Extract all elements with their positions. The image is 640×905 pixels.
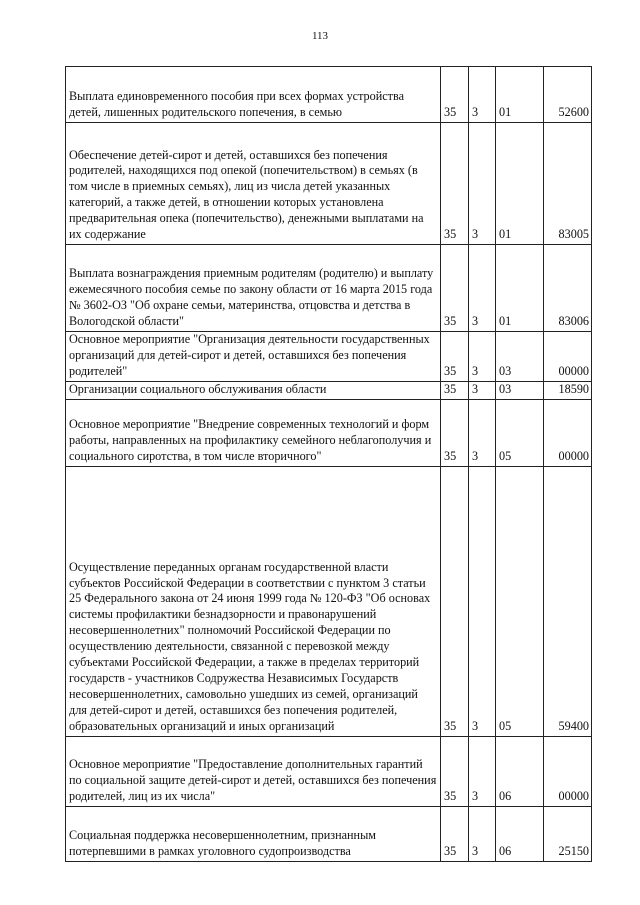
direction-code: 00000 xyxy=(544,399,592,466)
table-row xyxy=(66,736,592,806)
direction-code: 59400 xyxy=(544,466,592,736)
row-description: Основное мероприятие "Организация деятельности государственных организаций для детей-сирот и детей, оставшихся без попечения родителей" xyxy=(66,332,441,382)
row-description: Выплата вознаграждения приемным родителям (родителю) и выплату ежемесячного пособия семье по закону области от 16 марта 2015 года № 3602-ОЗ "Об охране семьи, материнства, отцовства и детства в Вологодской области" xyxy=(66,245,441,332)
table-row xyxy=(66,332,592,382)
subprogram-code: 3 xyxy=(469,466,496,736)
table-row xyxy=(66,466,592,736)
subprogram-code: 3 xyxy=(469,806,496,861)
table-row xyxy=(66,245,592,332)
program-code: 35 xyxy=(441,399,469,466)
activity-code: 03 xyxy=(496,332,544,382)
table-row xyxy=(66,399,592,466)
activity-code: 05 xyxy=(496,466,544,736)
program-code: 35 xyxy=(441,466,469,736)
row-description: Организации социального обслуживания области xyxy=(66,381,441,399)
subprogram-code: 3 xyxy=(469,332,496,382)
row-description: Основное мероприятие "Предоставление дополнительных гарантий по социальной защите детей-сирот и детей, оставшихся без попечения родителей, лиц из их числа" xyxy=(66,736,441,806)
program-code: 35 xyxy=(441,245,469,332)
table-row xyxy=(66,67,592,123)
direction-code: 52600 xyxy=(544,67,592,123)
subprogram-code: 3 xyxy=(469,399,496,466)
row-description: Обеспечение детей-сирот и детей, оставшихся без попечения родителей, находящихся под опекой (попечительством) в семьях (в том числе в приемных семьях), лиц из числа детей указанных категорий, а также детей, в отношении которых установлена предварительная опека (попечительство), денежными выплатами на их содержание xyxy=(66,123,441,245)
activity-code: 01 xyxy=(496,67,544,123)
program-code: 35 xyxy=(441,806,469,861)
direction-code: 25150 xyxy=(544,806,592,861)
row-description: Основное мероприятие "Внедрение современных технологий и форм работы, направленных на профилактику семейного неблагополучия и социального сиротства, в том числе вторичного" xyxy=(66,399,441,466)
activity-code: 01 xyxy=(496,245,544,332)
row-description: Осуществление переданных органам государственной власти субъектов Российской Федерации в соответствии с пунктом 3 статьи 25 Федерального закона от 24 июня 1999 года № 120-ФЗ "Об основах системы профилактики безнадзорности и правонарушений несовершеннолетних" полномочий Российской Федерации по осуществлению деятельности, связанной с перевозкой между субъектами Российской Федерации, а также в пределах территорий государств - участников Содружества Независимых Государств несовершеннолетних, самовольно ушедших из семей, организаций для детей-сирот и детей, оставшихся без попечения родителей, образовательных организаций и иных организаций xyxy=(66,466,441,736)
subprogram-code: 3 xyxy=(469,123,496,245)
activity-code: 06 xyxy=(496,806,544,861)
activity-code: 06 xyxy=(496,736,544,806)
subprogram-code: 3 xyxy=(469,67,496,123)
direction-code: 00000 xyxy=(544,332,592,382)
subprogram-code: 3 xyxy=(469,245,496,332)
row-description: Социальная поддержка несовершеннолетним, признанным потерпевшими в рамках уголовного судопроизводства xyxy=(66,806,441,861)
row-description: Выплата единовременного пособия при всех формах устройства детей, лишенных родительского попечения, в семью xyxy=(66,67,441,123)
activity-code: 03 xyxy=(496,381,544,399)
table-row xyxy=(66,123,592,245)
direction-code: 83005 xyxy=(544,123,592,245)
subprogram-code: 3 xyxy=(469,736,496,806)
activity-code: 01 xyxy=(496,123,544,245)
program-code: 35 xyxy=(441,736,469,806)
direction-code: 83006 xyxy=(544,245,592,332)
budget-table xyxy=(65,66,592,862)
program-code: 35 xyxy=(441,123,469,245)
direction-code: 00000 xyxy=(544,736,592,806)
activity-code: 05 xyxy=(496,399,544,466)
program-code: 35 xyxy=(441,381,469,399)
page-number: 113 xyxy=(311,30,329,42)
program-code: 35 xyxy=(441,332,469,382)
program-code: 35 xyxy=(441,67,469,123)
subprogram-code: 3 xyxy=(469,381,496,399)
table-row xyxy=(66,381,592,399)
direction-code: 18590 xyxy=(544,381,592,399)
table-row xyxy=(66,806,592,861)
